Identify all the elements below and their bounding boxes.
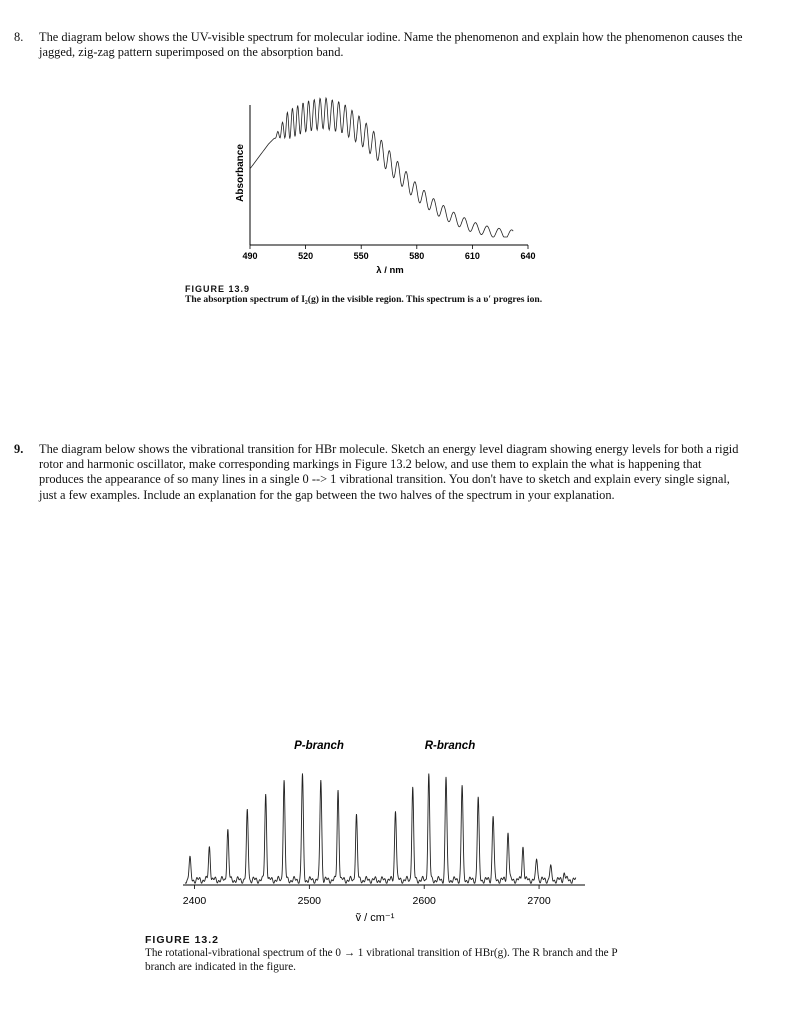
x-tick-label: 520	[298, 251, 314, 261]
x-tick-label: 490	[242, 251, 258, 261]
hbr-spectrum-chart	[175, 735, 595, 935]
x-tick-label: 640	[520, 251, 536, 261]
figure-13-2-caption	[145, 934, 645, 974]
p-branch-label: P-branch	[294, 740, 344, 752]
absorption-curve	[250, 98, 513, 237]
x-tick-label: 550	[353, 251, 369, 261]
question-text: The diagram below shows the UV-visible spectrum for molecular iodine. Name the phenomenon and explain how the phenomenon causes the jagged, zig-zag pattern superimposed on the absorption band.	[39, 30, 743, 60]
question-9	[14, 442, 744, 503]
question-text: The diagram below shows the vibrational transition for HBr molecule. Sketch an energy level diagram showing energy levels for both a rigid rotor and harmonic oscillator, make corresponding markings in Figure 13.2 below, and use them to explain the what is happening that produces the appearance of so many lines in a single 0 --> 1 vibrational transition. You don't have to sketch and explain every single signal, just a few examples. Include an explanation for the gap between the two halves of the spectrum in your explanation.	[39, 442, 739, 502]
x-axis-label: λ / nm	[376, 265, 404, 276]
rovib-spectrum-trace	[185, 773, 576, 883]
iodine-spectrum-chart	[225, 95, 555, 280]
x-tick-label: 2500	[297, 895, 322, 907]
x-tick-label: 2600	[412, 895, 436, 907]
figure-caption: The rotational-vibrational spectrum of the 0 → 1 vibrational transition of HBr(g). The R branch and the P branch are indicated in the figure.	[145, 947, 618, 973]
x-axis-label: ṽ / cm⁻¹	[355, 912, 395, 924]
x-tick-label: 2700	[527, 895, 551, 907]
figure-label: FIGURE 13.9	[185, 284, 251, 294]
question-number: 8.	[14, 30, 24, 44]
question-number: 9.	[14, 442, 24, 456]
x-tick-label: 2400	[182, 895, 207, 907]
question-8	[14, 30, 744, 60]
x-tick-label: 580	[409, 251, 425, 261]
figure-label: FIGURE 13.2	[145, 934, 220, 946]
figure-caption: The absorption spectrum of I₂(g) in the visible region. This spectrum is a υ′ progres ion.	[185, 294, 543, 305]
r-branch-label: R-branch	[424, 740, 476, 752]
y-axis-label: Absorbance	[235, 144, 246, 202]
figure-13-9-caption	[185, 284, 542, 305]
x-tick-label: 610	[464, 251, 480, 261]
